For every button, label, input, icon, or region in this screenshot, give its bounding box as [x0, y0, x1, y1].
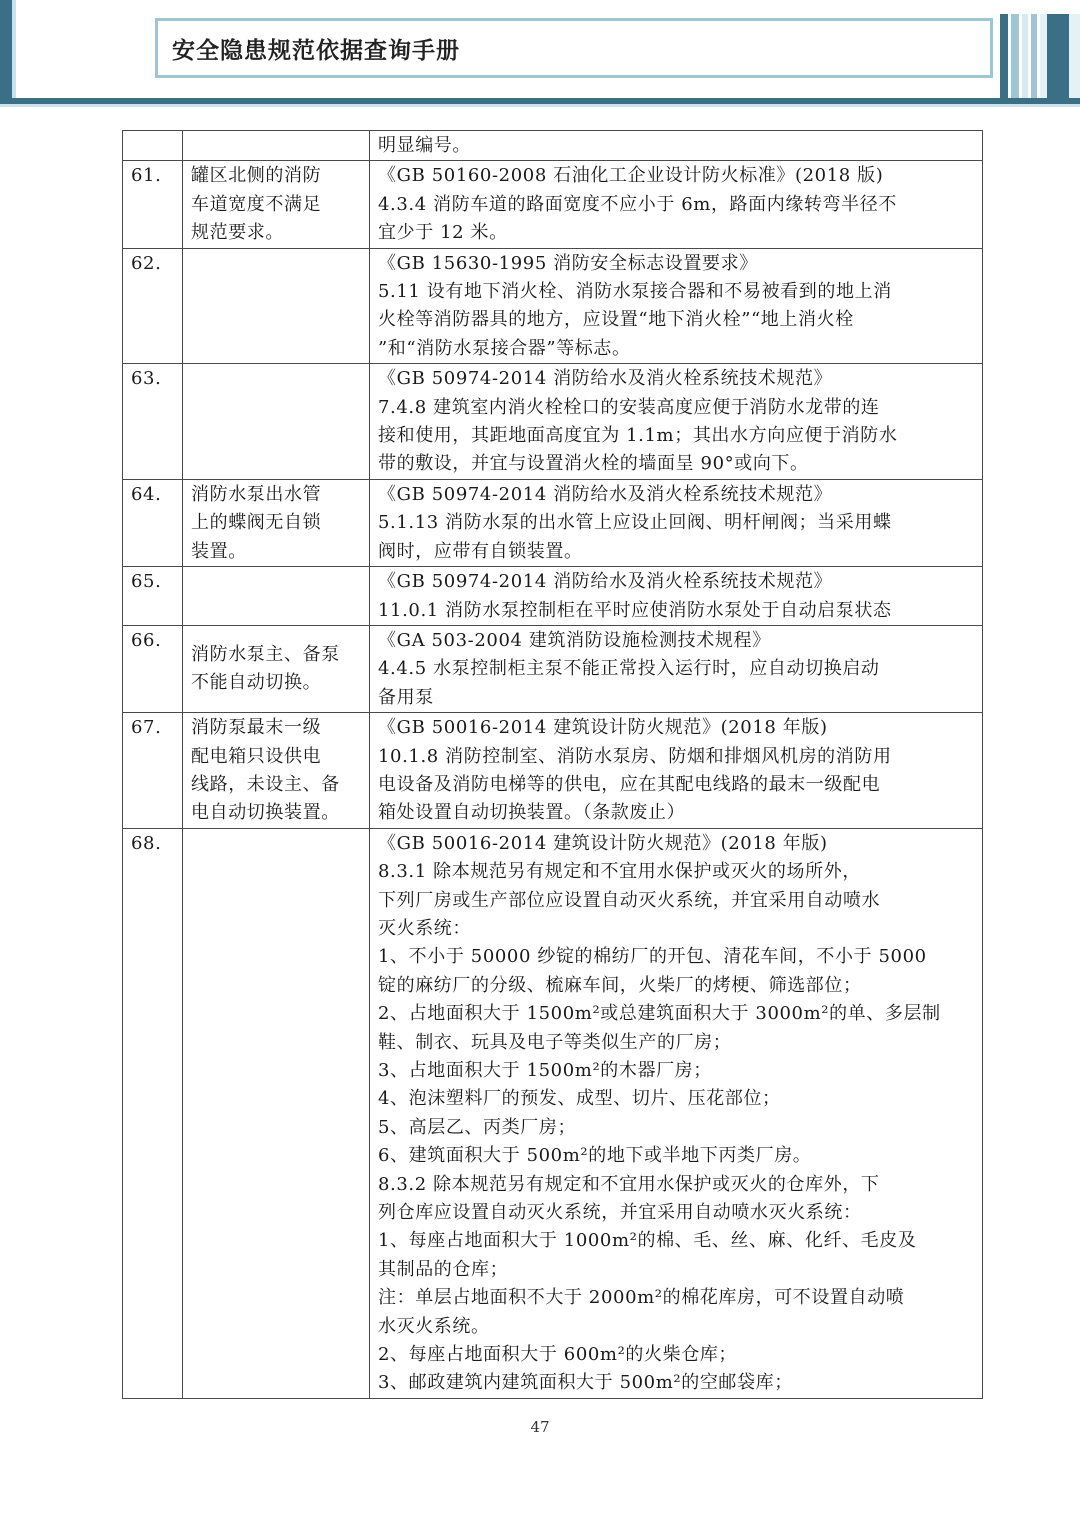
item-number: 67.: [123, 713, 183, 829]
regulation-reference: [370, 713, 983, 829]
reference-line: 11.0.1 消防水泵控制柜在平时应使消防水泵处于自动启泵状态: [378, 599, 892, 621]
regulation-reference: [370, 131, 983, 161]
reference-line: 锭的麻纺厂的分级、梳麻车间，火柴厂的烤梗、筛选部位；: [378, 974, 862, 996]
hazard-text: [191, 162, 361, 247]
regulation-reference: [370, 248, 983, 364]
reference-line: 《GB 50974-2014 消防给水及消火栓系统技术规范》: [378, 368, 833, 390]
header-deco-stripe: [1011, 14, 1019, 98]
reference-line: 5、高层乙、丙类厂房；: [378, 1116, 577, 1138]
hazard-line: 上的蝶阀无自锁: [191, 512, 322, 534]
header-accent-bar: [0, 0, 12, 98]
regulation-reference: [370, 828, 983, 1398]
hazard-text: [191, 641, 361, 698]
item-number: [123, 131, 183, 161]
reference-line: 《GB 15630-1995 消防安全标志设置要求》: [378, 252, 758, 274]
item-number: 62.: [123, 248, 183, 364]
table-row: [123, 364, 983, 480]
table-row: [123, 625, 983, 712]
hazard-description: [183, 248, 370, 364]
item-number: 65.: [123, 567, 183, 626]
header-deco-stripe: [1022, 14, 1028, 98]
hazard-line: 车道宽度不满足: [191, 193, 322, 215]
reference-line: 3、占地面积大于 1500m²的木器厂房；: [378, 1060, 712, 1081]
item-number: 61.: [123, 161, 183, 248]
hazard-line: 消防水泵主、备泵: [191, 643, 340, 665]
table-row: [123, 713, 983, 829]
header-deco-stripe: [1047, 14, 1069, 98]
item-number: 64.: [123, 479, 183, 566]
reference-line: 其制品的仓库；: [378, 1258, 509, 1280]
item-number: 63.: [123, 364, 183, 480]
reference-line: 鞋、制衣、玩具及电子等类似生产的厂房；: [378, 1031, 732, 1053]
regulation-table-body: [123, 131, 983, 1399]
regulation-reference: [370, 567, 983, 626]
reference-line: 灭火系统：: [378, 917, 471, 939]
hazard-line: 配电箱只设供电: [191, 745, 322, 767]
reference-line: 5.11 设有地下消火栓、消防水泵接合器和不易被看到的地上消: [378, 281, 892, 303]
reference-line: 列仓库应设置自动灭火系统，并宜采用自动喷水灭火系统：: [378, 1202, 862, 1224]
reference-line: 带的敷设，并宜与设置消火栓的墙面呈 90°或向下。: [378, 453, 809, 475]
reference-line: 接和使用，其距地面高度宜为 1.1m；其出水方向应便于消防水: [378, 425, 898, 447]
reference-line: 10.1.8 消防控制室、消防水泵房、防烟和排烟风机房的消防用: [378, 745, 892, 767]
hazard-description: [183, 567, 370, 626]
header-title-box: [155, 18, 993, 78]
page-number: 47: [530, 1418, 550, 1436]
hazard-line: 不能自动切换。: [191, 672, 322, 694]
reference-line: 《GA 503-2004 建筑消防设施检测技术规程》: [378, 629, 771, 651]
hazard-line: 规范要求。: [191, 222, 284, 244]
reference-line: 明显编号。: [378, 135, 471, 156]
reference-line: 4.3.4 消防车道的路面宽度不应小于 6m，路面内缘转弯半径不: [378, 193, 897, 215]
reference-line: 《GB 50016-2014 建筑设计防火规范》(2018 年版): [378, 717, 828, 739]
hazard-line: 罐区北侧的消防: [191, 165, 322, 187]
reference-line: 注：单层占地面积不大于 2000m²的棉花库房，可不设置自动喷: [378, 1287, 905, 1309]
hazard-line: 消防泵最末一级: [191, 717, 322, 739]
hazard-description: [183, 364, 370, 480]
regulation-reference: [370, 364, 983, 480]
hazard-text: [191, 714, 361, 828]
item-number: 68.: [123, 828, 183, 1398]
hazard-description: [183, 625, 370, 712]
regulation-reference: [370, 161, 983, 248]
table-row: [123, 567, 983, 626]
table-row: [123, 161, 983, 248]
reference-line: 6、建筑面积大于 500m²的地下或半地下丙类厂房。: [378, 1145, 812, 1167]
reference-line: 8.3.1 除本规范另有规定和不宜用水保护或灭火的场所外，: [378, 861, 861, 883]
reference-line: 火栓等消防器具的地方，应设置“地下消火栓”“地上消火栓: [378, 309, 854, 331]
hazard-description: [183, 479, 370, 566]
reference-line: 8.3.2 除本规范另有规定和不宜用水保护或灭火的仓库外，下: [378, 1173, 880, 1195]
hazard-text: [191, 481, 361, 566]
header-deco-stripe: [1031, 14, 1037, 98]
header-accent-stripe: [12, 0, 16, 98]
reference-line: 箱处设置自动切换装置。（条款废止）: [378, 802, 686, 824]
reference-line: 1、每座占地面积大于 1000m²的棉、毛、丝、麻、化纤、毛皮及: [378, 1230, 917, 1252]
hazard-line: 线路，未设主、备: [191, 773, 340, 795]
reference-line: 7.4.8 建筑室内消火栓栓口的安装高度应便于消防水龙带的连: [378, 396, 880, 418]
table-row: [123, 248, 983, 364]
reference-line: 《GB 50016-2014 建筑设计防火规范》(2018 年版): [378, 832, 828, 854]
reference-line: 1、不小于 50000 纱锭的棉纺厂的开包、清花车间，不小于 5000: [378, 946, 927, 968]
reference-line: 3、邮政建筑内建筑面积大于 500m²的空邮袋库；: [378, 1372, 793, 1394]
hazard-line: 消防水泵出水管: [191, 483, 322, 505]
reference-line: 4.4.5 水泵控制柜主泵不能正常投入运行时，应自动切换启动: [378, 658, 880, 680]
regulation-table: [122, 130, 983, 1399]
reference-line: 《GB 50160-2008 石油化工企业设计防火标准》(2018 版): [378, 165, 884, 187]
regulation-reference: [370, 625, 983, 712]
header-divider-light: [0, 104, 1080, 107]
regulation-reference: [370, 479, 983, 566]
reference-line: 宜少于 12 米。: [378, 222, 508, 244]
reference-line: 电设备及消防电梯等的供电，应在其配电线路的最末一级配电: [378, 773, 881, 795]
table-row: [123, 828, 983, 1398]
reference-line: 备用泵: [378, 686, 434, 708]
table-row: [123, 131, 983, 161]
reference-line: 2、占地面积大于 1500m²或总建筑面积大于 3000m²的单、多层制: [378, 1003, 941, 1025]
header-deco-stripe: [1000, 14, 1008, 98]
hazard-description: [183, 131, 370, 161]
hazard-description: [183, 713, 370, 829]
reference-line: 《GB 50974-2014 消防给水及消火栓系统技术规范》: [378, 483, 833, 505]
reference-line: 5.1.13 消防水泵的出水管上应设止回阀、明杆闸阀；当采用蝶: [378, 512, 892, 534]
hazard-description: [183, 161, 370, 248]
hazard-description: [183, 828, 370, 1398]
reference-line: 《GB 50974-2014 消防给水及消火栓系统技术规范》: [378, 571, 833, 593]
hazard-line: 电自动切换装置。: [191, 802, 340, 824]
table-row: [123, 479, 983, 566]
item-number: 66.: [123, 625, 183, 712]
reference-line: 下列厂房或生产部位应设置自动灭火系统，并宜采用自动喷水: [378, 889, 881, 911]
reference-line: 2、每座占地面积大于 600m²的火柴仓库；: [378, 1344, 738, 1366]
reference-line: 阀时，应带有自锁装置。: [378, 540, 583, 562]
reference-line: 水灭火系统。: [378, 1315, 490, 1337]
reference-line: ”和“消防水泵接合器”等标志。: [378, 337, 631, 359]
reference-line: 4、泡沫塑料厂的预发、成型、切片、压花部位；: [378, 1088, 781, 1110]
page-title: 安全隐患规范依据查询手册: [172, 38, 460, 64]
hazard-line: 装置。: [191, 540, 247, 562]
